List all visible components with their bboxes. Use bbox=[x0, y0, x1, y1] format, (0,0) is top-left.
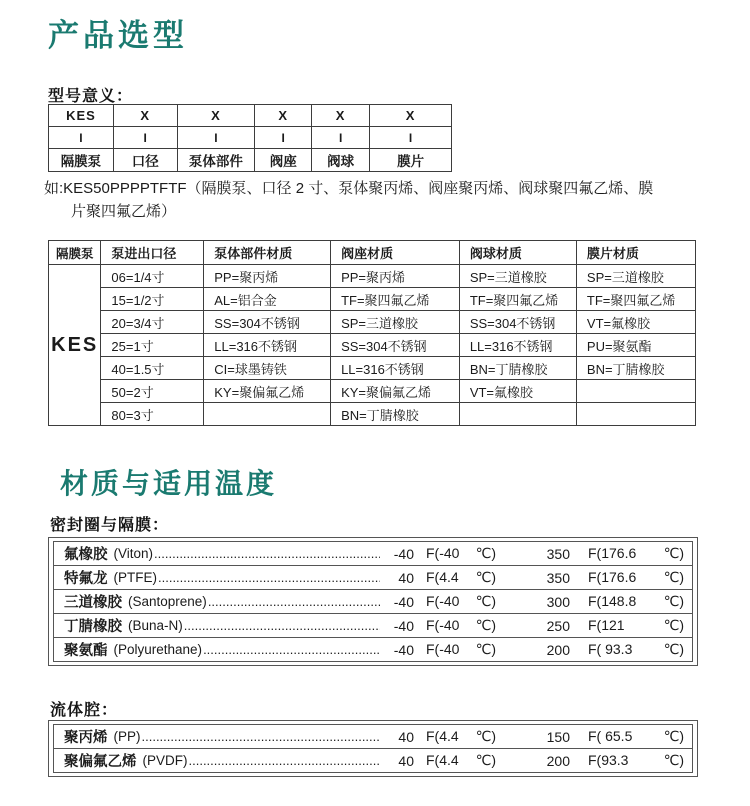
min-temp-f: 40 bbox=[398, 728, 414, 745]
max-temp-c-value: F(176.6 bbox=[588, 545, 637, 561]
section-title-materials-temperature: 材质与适用温度 bbox=[60, 468, 278, 499]
max-temp-c-unit: ℃) bbox=[663, 641, 684, 657]
min-temp-f: -40 bbox=[393, 593, 414, 610]
material-name-cn: 聚氨酯 bbox=[64, 643, 108, 659]
sel-cell bbox=[576, 380, 695, 403]
sel-cell: PP=聚丙烯 bbox=[204, 265, 331, 288]
model-cell: 口径 bbox=[113, 149, 177, 172]
model-cell: I bbox=[113, 127, 177, 149]
min-temp-c-unit: ℃) bbox=[475, 593, 496, 609]
material-name-en: (PVDF) bbox=[142, 753, 188, 768]
dotted-leader bbox=[184, 618, 380, 633]
sel-cell: VT=氟橡胶 bbox=[576, 311, 695, 334]
table-row bbox=[49, 403, 696, 426]
model-cell: X bbox=[370, 105, 452, 127]
table-row bbox=[49, 380, 696, 403]
max-temp-f: 250 bbox=[546, 617, 570, 634]
sel-cell: 20=3/4寸 bbox=[101, 311, 204, 334]
dotted-leader bbox=[158, 570, 380, 585]
dotted-leader bbox=[189, 753, 381, 768]
max-temp-c-value: F( 93.3 bbox=[588, 641, 633, 657]
header-diaphragm-material: 膜片材质 bbox=[576, 241, 695, 265]
model-code-table bbox=[48, 104, 452, 172]
header-pump: 隔膜泵 bbox=[49, 241, 101, 265]
min-temp-c bbox=[426, 569, 496, 586]
model-cell: X bbox=[312, 105, 370, 127]
min-temp-f: -40 bbox=[393, 545, 414, 562]
sel-cell: 40=1.5寸 bbox=[101, 357, 204, 380]
sel-cell: SP=三道橡胶 bbox=[331, 311, 460, 334]
sel-cell: VT=氟橡胶 bbox=[459, 380, 576, 403]
sel-cell bbox=[576, 403, 695, 426]
min-temp-c-unit: ℃) bbox=[475, 617, 496, 633]
sel-cell: BN=丁腈橡胶 bbox=[331, 403, 460, 426]
material-name-cn: 丁腈橡胶 bbox=[64, 619, 122, 635]
max-temp-f: 200 bbox=[546, 641, 570, 658]
model-cell: KES bbox=[49, 105, 114, 127]
max-temp-c-value: F(176.6 bbox=[588, 569, 637, 585]
max-temp-c bbox=[588, 593, 684, 610]
min-temp-c-unit: ℃) bbox=[475, 569, 496, 585]
material-temp-row bbox=[54, 566, 692, 590]
dotted-leader bbox=[142, 729, 381, 744]
material-name-cn: 氟橡胶 bbox=[64, 547, 108, 563]
sel-cell: BN=丁腈橡胶 bbox=[576, 357, 695, 380]
sel-cell: PP=聚丙烯 bbox=[331, 265, 460, 288]
model-cell: X bbox=[113, 105, 177, 127]
table-row bbox=[49, 288, 696, 311]
sel-cell: KY=聚偏氟乙烯 bbox=[331, 380, 460, 403]
header-body-material: 泵体部件材质 bbox=[204, 241, 331, 265]
material-selection-table bbox=[48, 240, 696, 426]
min-temp-c-value: F(-40 bbox=[426, 545, 460, 561]
header-seat-material: 阀座材质 bbox=[331, 241, 460, 265]
model-cell: I bbox=[177, 127, 255, 149]
model-meaning-label: 型号意义： bbox=[48, 88, 134, 105]
model-example-text bbox=[44, 177, 653, 223]
sel-cell: TF=聚四氟乙烯 bbox=[459, 288, 576, 311]
model-cell: I bbox=[255, 127, 312, 149]
material-name-en: (PP) bbox=[113, 729, 141, 744]
example-line-1: 如:KES50PPPPTFTF（隔膜泵、口径 2 寸、泵体聚丙烯、阀座聚丙烯、阀球聚四氟乙烯、膜 bbox=[44, 180, 654, 197]
material-name-en: (Viton) bbox=[113, 546, 154, 561]
sel-cell: SS=304不锈钢 bbox=[459, 311, 576, 334]
max-temp-c bbox=[588, 728, 684, 745]
material-temp-row bbox=[54, 590, 692, 614]
max-temp-c-unit: ℃) bbox=[663, 617, 684, 633]
max-temp-c-value: F( 65.5 bbox=[588, 728, 633, 744]
model-code-row bbox=[49, 105, 452, 127]
sel-cell: KY=聚偏氟乙烯 bbox=[204, 380, 331, 403]
min-temp-c bbox=[426, 641, 496, 658]
model-cell: I bbox=[370, 127, 452, 149]
sel-cell: 15=1/2寸 bbox=[101, 288, 204, 311]
model-cell: 泵体部件 bbox=[177, 149, 255, 172]
min-temp-c-unit: ℃) bbox=[475, 728, 496, 744]
sel-cell: AL=铝合金 bbox=[204, 288, 331, 311]
model-name-row bbox=[49, 149, 452, 172]
material-temp-row bbox=[54, 542, 692, 566]
material-name-cn: 三道橡胶 bbox=[64, 595, 122, 611]
seals-temperature-table-inner bbox=[53, 541, 693, 662]
min-temp-c-value: F(4.4 bbox=[426, 569, 459, 585]
min-temp-f: 40 bbox=[398, 752, 414, 769]
min-temp-c-value: F(-40 bbox=[426, 593, 460, 609]
model-cell: X bbox=[255, 105, 312, 127]
material-temp-row bbox=[54, 725, 692, 749]
min-temp-c bbox=[426, 545, 496, 562]
dotted-leader bbox=[208, 594, 380, 609]
material-temp-row bbox=[54, 614, 692, 638]
dotted-leader bbox=[203, 642, 380, 657]
model-cell: 阀球 bbox=[312, 149, 370, 172]
material-name-cn: 聚丙烯 bbox=[64, 730, 108, 746]
min-temp-c-value: F(4.4 bbox=[426, 752, 459, 768]
sel-cell: LL=316不锈钢 bbox=[204, 334, 331, 357]
min-temp-f: 40 bbox=[398, 569, 414, 586]
sel-cell: 80=3寸 bbox=[101, 403, 204, 426]
max-temp-f: 150 bbox=[546, 728, 570, 745]
sel-cell: PU=聚氨酯 bbox=[576, 334, 695, 357]
model-cell: 阀座 bbox=[255, 149, 312, 172]
seals-diaphragm-label: 密封圈与隔膜： bbox=[50, 517, 170, 534]
fluid-temperature-table-inner bbox=[53, 724, 693, 773]
max-temp-f: 200 bbox=[546, 752, 570, 769]
model-cell: 隔膜泵 bbox=[49, 149, 114, 172]
sel-cell: 25=1寸 bbox=[101, 334, 204, 357]
max-temp-f: 300 bbox=[546, 593, 570, 610]
model-cell: I bbox=[49, 127, 114, 149]
max-temp-c bbox=[588, 569, 684, 586]
sel-cell: SS=304不锈钢 bbox=[331, 334, 460, 357]
page-title: 产品选型 bbox=[48, 18, 188, 53]
max-temp-c-unit: ℃) bbox=[663, 593, 684, 609]
seals-temperature-table bbox=[48, 537, 698, 666]
sel-cell: SP=三道橡胶 bbox=[459, 265, 576, 288]
material-temp-row bbox=[54, 638, 692, 661]
sel-cell: TF=聚四氟乙烯 bbox=[576, 288, 695, 311]
material-name-en: (PTFE) bbox=[113, 570, 157, 585]
max-temp-c-unit: ℃) bbox=[663, 752, 684, 768]
table-row bbox=[49, 357, 696, 380]
min-temp-c bbox=[426, 728, 496, 745]
material-name-en: (Polyurethane) bbox=[113, 642, 203, 657]
material-name-cn: 特氟龙 bbox=[64, 571, 108, 587]
table-row bbox=[49, 265, 696, 288]
material-temp-row bbox=[54, 749, 692, 772]
max-temp-c-value: F(93.3 bbox=[588, 752, 629, 768]
max-temp-c-value: F(121 bbox=[588, 617, 625, 633]
model-cell: X bbox=[177, 105, 255, 127]
sel-cell bbox=[204, 403, 331, 426]
selection-header-row bbox=[49, 241, 696, 265]
sel-cell: 06=1/4寸 bbox=[101, 265, 204, 288]
sel-cell: LL=316不锈钢 bbox=[331, 357, 460, 380]
header-port-size: 泵进出口径 bbox=[101, 241, 204, 265]
sel-cell: BN=丁腈橡胶 bbox=[459, 357, 576, 380]
max-temp-c bbox=[588, 545, 684, 562]
sel-cell: 50=2寸 bbox=[101, 380, 204, 403]
max-temp-c bbox=[588, 752, 684, 769]
min-temp-f: -40 bbox=[393, 617, 414, 634]
model-cell: 膜片 bbox=[370, 149, 452, 172]
header-ball-material: 阀球材质 bbox=[459, 241, 576, 265]
table-row bbox=[49, 311, 696, 334]
max-temp-f: 350 bbox=[546, 569, 570, 586]
example-line-2: 片聚四氟乙烯） bbox=[71, 203, 177, 220]
max-temp-c-unit: ℃) bbox=[663, 545, 684, 561]
max-temp-c-unit: ℃) bbox=[663, 728, 684, 744]
sel-cell: SP=三道橡胶 bbox=[576, 265, 695, 288]
min-temp-c bbox=[426, 752, 496, 769]
fluid-temperature-table bbox=[48, 720, 698, 777]
sel-cell bbox=[459, 403, 576, 426]
material-name-cn: 聚偏氟乙烯 bbox=[64, 754, 137, 770]
dotted-leader bbox=[154, 546, 380, 561]
sel-cell: CI=球墨铸铁 bbox=[204, 357, 331, 380]
fluid-chamber-label: 流体腔： bbox=[50, 702, 119, 719]
material-name-en: (Buna-N) bbox=[128, 618, 183, 633]
min-temp-f: -40 bbox=[393, 641, 414, 658]
sel-cell: TF=聚四氟乙烯 bbox=[331, 288, 460, 311]
min-temp-c bbox=[426, 593, 496, 610]
sel-cell: SS=304不锈钢 bbox=[204, 311, 331, 334]
min-temp-c bbox=[426, 617, 496, 634]
max-temp-c-value: F(148.8 bbox=[588, 593, 637, 609]
series-code-cell: KES bbox=[49, 265, 101, 426]
material-name-en: (Santoprene) bbox=[128, 594, 207, 609]
sel-cell: LL=316不锈钢 bbox=[459, 334, 576, 357]
min-temp-c-value: F(-40 bbox=[426, 617, 460, 633]
min-temp-c-value: F(-40 bbox=[426, 641, 460, 657]
model-connector-row bbox=[49, 127, 452, 149]
min-temp-c-unit: ℃) bbox=[475, 752, 496, 768]
table-row bbox=[49, 334, 696, 357]
model-cell: I bbox=[312, 127, 370, 149]
max-temp-c bbox=[588, 641, 684, 658]
max-temp-c-unit: ℃) bbox=[663, 569, 684, 585]
min-temp-c-unit: ℃) bbox=[475, 545, 496, 561]
min-temp-c-value: F(4.4 bbox=[426, 728, 459, 744]
min-temp-c-unit: ℃) bbox=[475, 641, 496, 657]
max-temp-c bbox=[588, 617, 684, 634]
max-temp-f: 350 bbox=[546, 545, 570, 562]
